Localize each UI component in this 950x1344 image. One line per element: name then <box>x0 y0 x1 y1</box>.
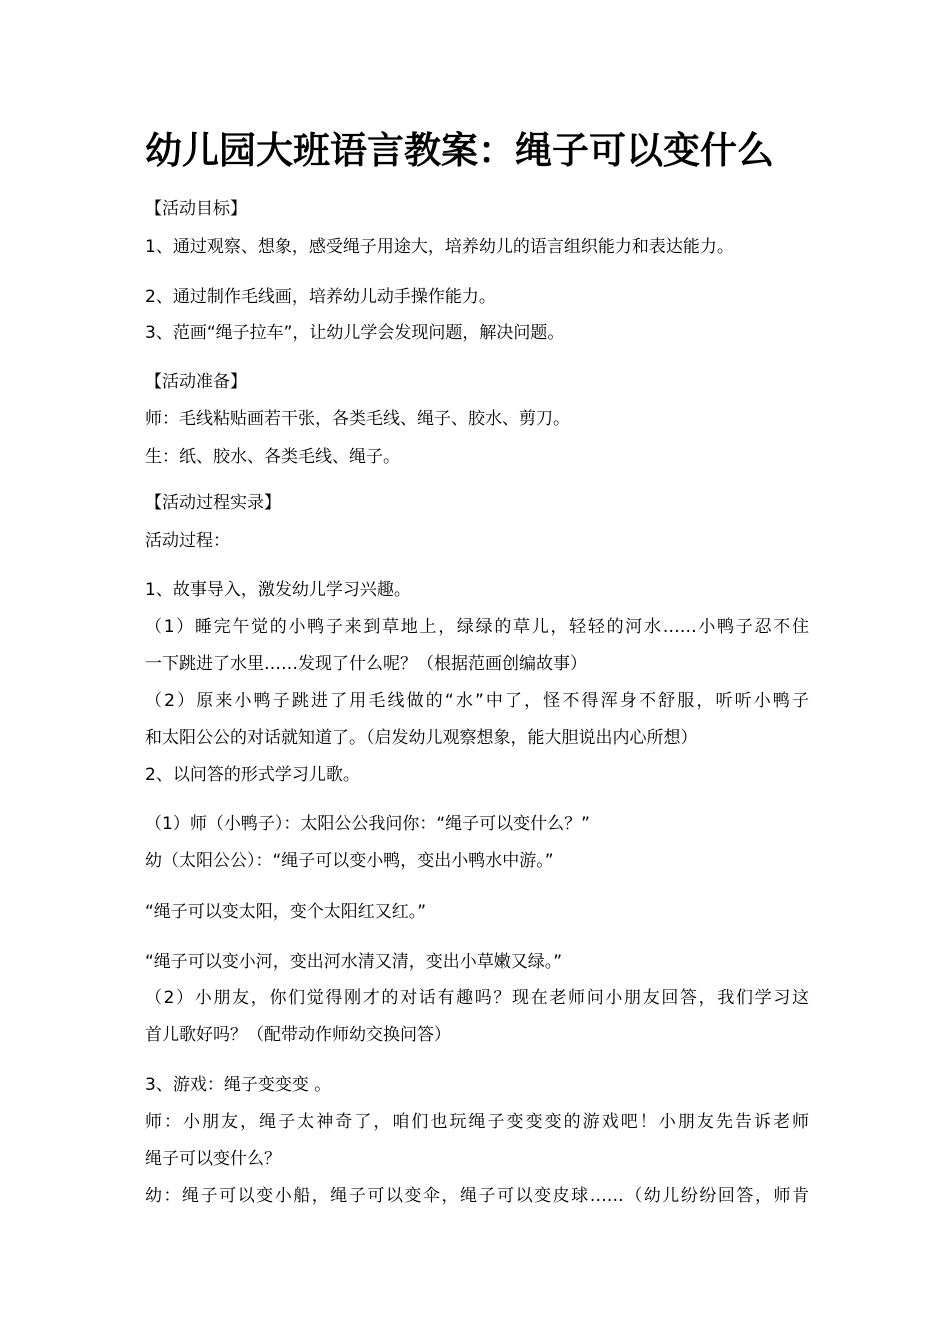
document-page <box>145 0 815 1344</box>
dialogue-line: “绳子可以变太阳，变个太阳红又红。” <box>145 902 427 922</box>
goal-item-3: 3、范画“绳子拉车”，让幼儿学会发现问题，解决问题。 <box>145 323 565 343</box>
preparation-student: 生：纸、胶水、各类毛线、绳子。 <box>145 447 400 467</box>
process-label: 活动过程： <box>145 531 230 551</box>
preparation-teacher: 师：毛线粘贴画若干张，各类毛线、绳子、胶水、剪刀。 <box>145 409 570 429</box>
paragraph-line: 一下跳进了水里……发现了什么呢？（根据范画创编故事） <box>145 654 587 674</box>
dialogue-line: 幼（太阳公公）：“绳子可以变小鸭，变出小鸭水中游。” <box>145 851 554 871</box>
paragraph-line: 和太阳公公的对话就知道了。（启发幼儿观察想象，能大胆说出内心所想） <box>145 728 698 748</box>
goal-item-1: 1、通过观察、想象，感受绳子用途大，培养幼儿的语言组织能力和表达能力。 <box>145 237 734 257</box>
paragraph-line: （1）睡完午觉的小鸭子来到草地上，绿绿的草儿，轻轻的河水……小鸭子忍不住 <box>145 617 809 637</box>
paragraph-line: 绳子可以变什么？ <box>145 1149 281 1169</box>
paragraph-line: 首儿歌好吗？（配带动作师幼交换问答） <box>145 1025 451 1045</box>
step-2-heading: 2、以问答的形式学习儿歌。 <box>145 765 360 785</box>
paragraph-line: （2）小朋友，你们觉得刚才的对话有趣吗？现在老师问小朋友回答，我们学习这 <box>145 988 809 1008</box>
dialogue-line: “绳子可以变小河，变出河水清又清，变出小草嫩又绿。” <box>145 952 563 972</box>
paragraph-line: 幼：绳子可以变小船，绳子可以变伞，绳子可以变皮球……（幼儿纷纷回答，师肯 <box>145 1186 809 1206</box>
step-3-heading: 3、游戏：绳子变变变 。 <box>145 1075 332 1095</box>
paragraph-line: （2）原来小鸭子跳进了用毛线做的“水”中了，怪不得浑身不舒服，听听小鸭子 <box>145 691 809 711</box>
step-1-heading: 1、故事导入，激发幼儿学习兴趣。 <box>145 580 411 600</box>
section-heading-goals: 【活动目标】 <box>145 199 247 219</box>
goal-item-2: 2、通过制作毛线画，培养幼儿动手操作能力。 <box>145 287 496 307</box>
page-title: 幼儿园大班语言教案：绳子可以变什么 <box>145 129 774 172</box>
paragraph-line: 师：小朋友，绳子太神奇了，咱们也玩绳子变变变的游戏吧！小朋友先告诉老师 <box>145 1112 809 1132</box>
section-heading-process: 【活动过程实录】 <box>145 493 281 513</box>
dialogue-line: （1）师（小鸭子）：太阳公公我问你：“绳子可以变什么？” <box>145 814 590 834</box>
section-heading-preparation: 【活动准备】 <box>145 372 247 392</box>
